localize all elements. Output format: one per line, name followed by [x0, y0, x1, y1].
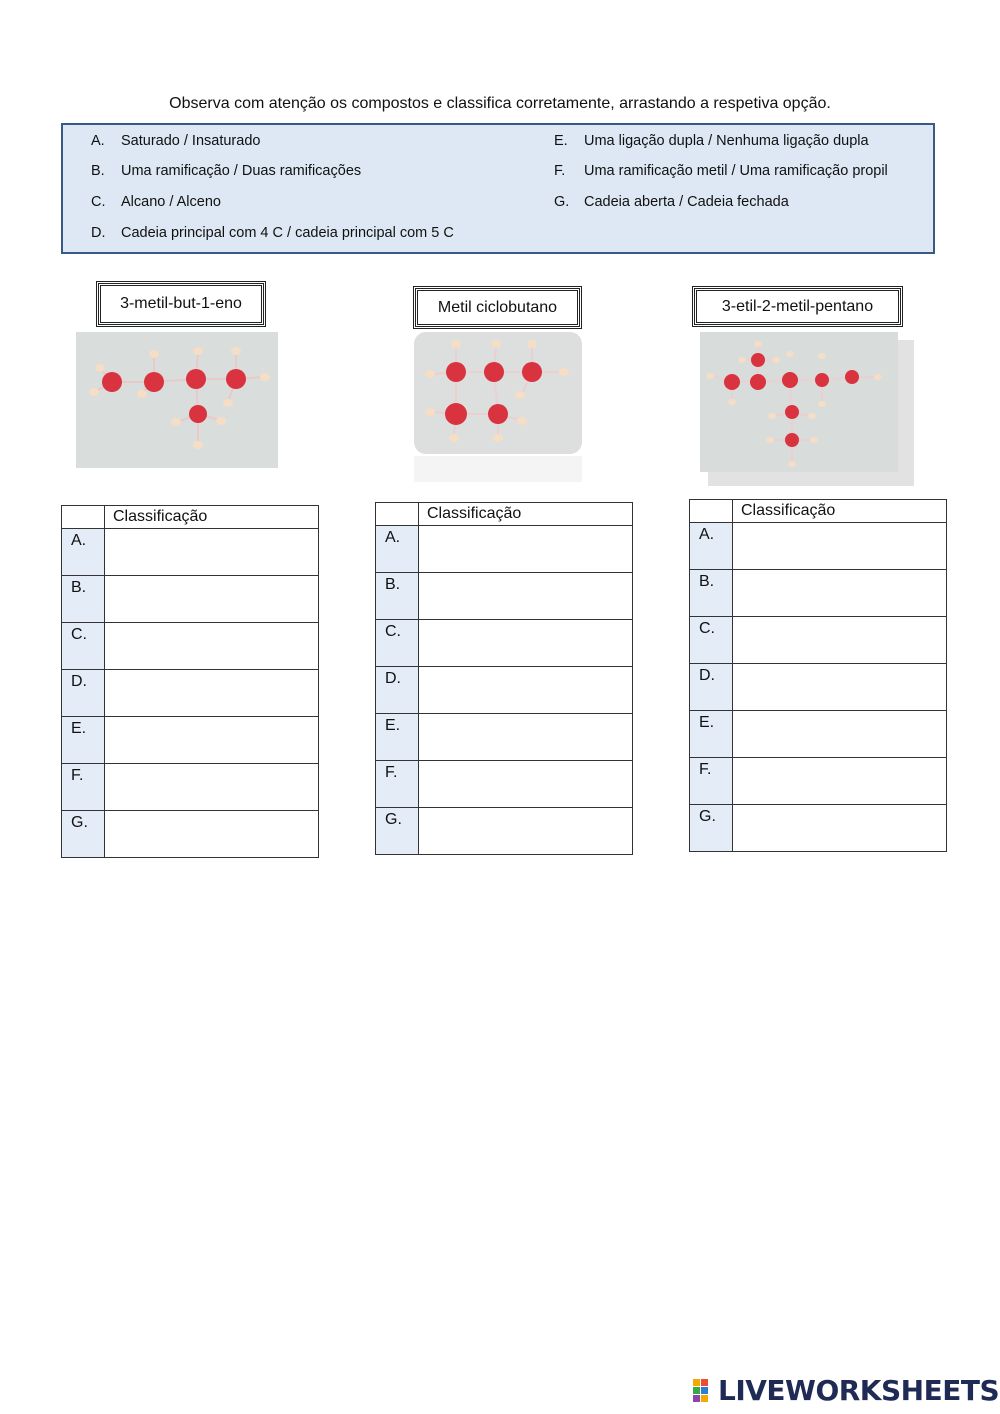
row-label: C. [690, 617, 733, 664]
compound-name-2: Metil ciclobutano [413, 286, 582, 329]
row-label: B. [690, 570, 733, 617]
table-row [62, 576, 319, 623]
option-c [91, 194, 221, 210]
table-row [376, 667, 633, 714]
classification-table-2 [375, 502, 633, 855]
table-corner [376, 503, 419, 526]
row-label: C. [62, 623, 105, 670]
option-letter: C. [91, 194, 106, 210]
option-letter: A. [91, 133, 105, 149]
answer-drop-zone-d[interactable] [733, 664, 947, 711]
answer-drop-zone-f[interactable] [419, 761, 633, 808]
option-f [554, 163, 888, 179]
row-label: E. [376, 714, 419, 761]
answer-drop-zone-e[interactable] [419, 714, 633, 761]
row-label: B. [62, 576, 105, 623]
row-label: E. [690, 711, 733, 758]
option-text: Uma ramificação metil / Uma ramificação propil [584, 163, 888, 179]
option-letter: F. [554, 163, 566, 179]
answer-drop-zone-g[interactable] [105, 811, 319, 858]
classification-table-1 [61, 505, 319, 858]
row-label: D. [62, 670, 105, 717]
table-row [62, 764, 319, 811]
row-label: G. [690, 805, 733, 852]
table-header: Classificação [419, 503, 633, 526]
table-corner [62, 506, 105, 529]
table-row [62, 623, 319, 670]
answer-drop-zone-a[interactable] [105, 529, 319, 576]
table-row [376, 526, 633, 573]
table-row [376, 761, 633, 808]
option-text: Uma ramificação / Duas ramificações [121, 163, 362, 179]
liveworksheets-logo-icon [692, 1378, 718, 1404]
row-label: D. [376, 667, 419, 714]
answer-drop-zone-a[interactable] [733, 523, 947, 570]
molecule-photo-1 [76, 332, 278, 468]
answer-drop-zone-c[interactable] [733, 617, 947, 664]
option-text: Saturado / Insaturado [121, 133, 261, 149]
table-row [376, 808, 633, 855]
answer-drop-zone-c[interactable] [419, 620, 633, 667]
liveworksheets-logo [692, 1374, 999, 1407]
option-b [91, 163, 361, 179]
option-text: Alcano / Alceno [121, 194, 221, 210]
row-label: F. [62, 764, 105, 811]
answer-drop-zone-f[interactable] [733, 758, 947, 805]
row-label: A. [690, 523, 733, 570]
answer-drop-zone-b[interactable] [733, 570, 947, 617]
answer-drop-zone-f[interactable] [105, 764, 319, 811]
row-label: F. [376, 761, 419, 808]
answer-drop-zone-g[interactable] [419, 808, 633, 855]
row-label: A. [62, 529, 105, 576]
row-label: E. [62, 717, 105, 764]
option-e [554, 133, 869, 149]
table-header: Classificação [733, 500, 947, 523]
classification-table-3 [689, 499, 947, 852]
answer-drop-zone-d[interactable] [419, 667, 633, 714]
row-label: A. [376, 526, 419, 573]
table-row [376, 714, 633, 761]
table-row [376, 620, 633, 667]
table-row [690, 758, 947, 805]
row-label: D. [690, 664, 733, 711]
compound-name-1: 3-metil-but-1-eno [96, 281, 266, 327]
row-label: G. [62, 811, 105, 858]
table-row [62, 529, 319, 576]
molecule-photo-3 [700, 332, 924, 492]
answer-drop-zone-g[interactable] [733, 805, 947, 852]
table-row [690, 570, 947, 617]
brand-name: LIVEWORKSHEETS [718, 1374, 1000, 1407]
row-label: B. [376, 573, 419, 620]
table-row [376, 573, 633, 620]
table-header: Classificação [105, 506, 319, 529]
option-letter: B. [91, 163, 105, 179]
option-g [554, 194, 789, 210]
answer-drop-zone-c[interactable] [105, 623, 319, 670]
option-text: Cadeia aberta / Cadeia fechada [584, 194, 789, 210]
table-row [62, 811, 319, 858]
option-text: Uma ligação dupla / Nenhuma ligação dupla [584, 133, 869, 149]
option-letter: D. [91, 225, 106, 241]
option-text: Cadeia principal com 4 C / cadeia principal com 5 C [121, 225, 454, 241]
molecule-photo-2 [414, 332, 582, 482]
table-row [62, 670, 319, 717]
table-corner [690, 500, 733, 523]
row-label: F. [690, 758, 733, 805]
table-row [690, 805, 947, 852]
instruction-text: Observa com atenção os compostos e classifica corretamente, arrastando a respetiva opção. [169, 95, 831, 112]
answer-drop-zone-d[interactable] [105, 670, 319, 717]
row-label: G. [376, 808, 419, 855]
answer-drop-zone-a[interactable] [419, 526, 633, 573]
answer-drop-zone-e[interactable] [105, 717, 319, 764]
option-letter: E. [554, 133, 568, 149]
table-row [690, 523, 947, 570]
table-row [62, 717, 319, 764]
option-a [91, 133, 260, 149]
options-box [61, 123, 935, 254]
compound-name-3: 3-etil-2-metil-pentano [692, 286, 903, 327]
answer-drop-zone-b[interactable] [105, 576, 319, 623]
table-row [690, 711, 947, 758]
table-row [690, 664, 947, 711]
option-d [91, 225, 454, 241]
answer-drop-zone-b[interactable] [419, 573, 633, 620]
option-letter: G. [554, 194, 570, 210]
row-label: C. [376, 620, 419, 667]
table-row [690, 617, 947, 664]
answer-drop-zone-e[interactable] [733, 711, 947, 758]
